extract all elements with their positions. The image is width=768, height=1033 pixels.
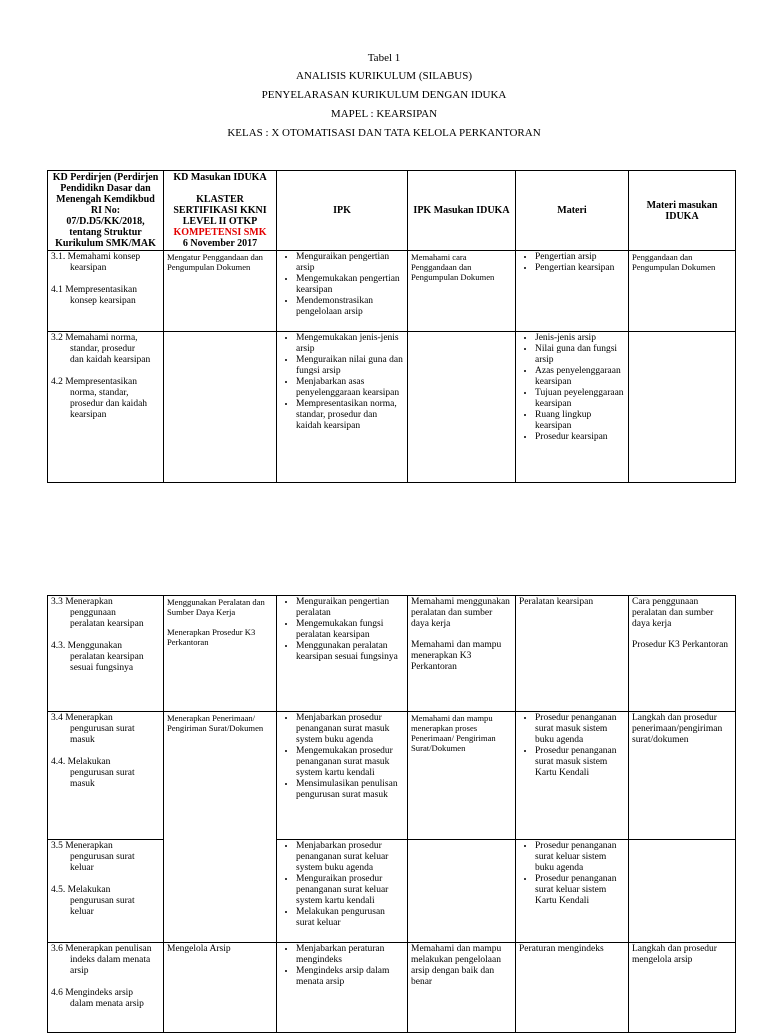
materi-iduka-cell: Langkah dan prosedur penerimaan/pengiriman surat/dokumen (629, 712, 736, 840)
materi-cell (516, 251, 629, 332)
table-row (48, 251, 736, 332)
materi-item: • Tujuan peyelenggaraan kearsipan (535, 388, 625, 410)
materi-cell (516, 332, 629, 483)
ipk-iduka-cell: Memahami dan mampu menerapkan proses Penerimaan/ Pengiriman Surat/Dokumen (408, 712, 516, 840)
curriculum-table-2 (47, 595, 736, 1033)
kd-line: norma, standar, (70, 388, 129, 398)
kd-line: indeks dalam menata (70, 955, 151, 965)
ipk-item: • Menguraikan nilai guna dan fungsi arsip (296, 355, 404, 377)
table-row (48, 596, 736, 712)
kd-iduka-title: KD Masukan IDUKA (173, 172, 267, 183)
materi-cell: Peraturan mengindeks (516, 943, 629, 1033)
kd-line: 3.6 Menerapkan penulisan (51, 944, 152, 954)
kompetensi-date: 6 November 2017 (182, 238, 258, 249)
col-header-materi: Materi (516, 171, 629, 251)
materi-item: • Azas penyelenggaraan kearsipan (535, 366, 625, 388)
kd-line: kearsipan (70, 410, 107, 420)
kd-line: peralatan kearsipan (70, 619, 144, 629)
kd-line: 4.5. Melakukan (51, 885, 111, 895)
kd-line: pengurusan surat (70, 852, 135, 862)
materi-iduka-cell: Penggandaan dan Pengumpulan Dokumen (629, 251, 736, 332)
col-header-ipk: IPK (277, 171, 408, 251)
ipk-item: • Menjabarkan prosedur penanganan surat keluar system buku agenda (296, 841, 404, 874)
kd-line: standar, prosedur (70, 344, 136, 354)
ipk-item: • Menguraikan prosedur penanganan surat keluar system kartu kendali (296, 874, 404, 907)
kd-cell (48, 943, 164, 1033)
ipk-item: • Mengindeks arsip dalam menata arsip (296, 966, 404, 988)
materi-cell: Peralatan kearsipan (516, 596, 629, 712)
kd-iduka-cell (164, 596, 277, 712)
curriculum-table-1 (47, 170, 736, 483)
ipk-iduka-cell (408, 596, 516, 712)
table-row (48, 943, 736, 1033)
col-header-kd-iduka (164, 171, 277, 251)
kd-iduka-line: Menggunakan Peralatan dan Sumber Daya Kerja (167, 597, 265, 617)
kd-line: konsep kearsipan (70, 296, 136, 306)
kd-iduka-cell: Mengelola Arsip (164, 943, 277, 1033)
ipk-cell (277, 712, 408, 840)
kd-line: pengurusan surat (70, 896, 135, 906)
materi-iduka-cell (629, 596, 736, 712)
ipk-iduka-cell: Memahami cara Penggandaan dan Pengumpulan Dokumen (408, 251, 516, 332)
ipk-item: • Menguraikan pengertian peralatan (296, 597, 404, 619)
ipk-cell (277, 251, 408, 332)
materi-item: • Pengertian arsip (535, 252, 625, 263)
ipk-iduka-cell: Memahami dan mampu melakukan pengelolaan arsip dengan baik dan benar (408, 943, 516, 1033)
kd-line: 3.4 Menerapkan (51, 713, 113, 723)
ipk-cell (277, 943, 408, 1033)
materi-item: • Prosedur penanganan surat keluar sistem buku agenda (535, 841, 625, 874)
ipk-iduka-line: Memahami menggunakan peralatan dan sumber daya kerja (411, 597, 510, 629)
kd-cell (48, 840, 164, 943)
kd-line: keluar (70, 863, 94, 873)
ipk-item: • Menguraikan pengertian arsip (296, 252, 404, 274)
col-header-ipk-iduka: IPK Masukan IDUKA (408, 171, 516, 251)
kd-line: dalam menata arsip (70, 999, 144, 1009)
mapel-line: MAPEL : KEARSIPAN (330, 108, 438, 120)
ipk-item: • Menjabarkan prosedur penanganan surat masuk system buku agenda (296, 713, 404, 746)
table-row (48, 840, 736, 943)
kd-line: peralatan kearsipan (70, 652, 144, 662)
kd-cell (48, 332, 164, 483)
kd-line: 3.3 Menerapkan (51, 597, 113, 607)
ipk-item: • Mempresentasikan norma, standar, prosedur dan kaidah kearsipan (296, 399, 404, 432)
ipk-item: • Menjabarkan peraturan mengindeks (296, 944, 404, 966)
kd-line: penggunaan (70, 608, 116, 618)
kd-line: 4.3. Menggunakan (51, 641, 122, 651)
table-row (48, 332, 736, 483)
kd-line: 3.1. Memahami konsep (51, 252, 141, 262)
ipk-item: • Mensimulasikan penulisan pengurusan surat masuk (296, 779, 404, 801)
ipk-cell (277, 596, 408, 712)
materi-item: • Ruang lingkup kearsipan (535, 410, 625, 432)
col-header-materi-iduka: Materi masukan IDUKA (629, 171, 736, 251)
materi-item: • Pengertian kearsipan (535, 263, 625, 274)
kompetensi-label: KOMPETENSI SMK (173, 227, 267, 238)
materi-cell (516, 712, 629, 840)
kd-line: keluar (70, 907, 94, 917)
document-subtitle: PENYELARASAN KURIKULUM DENGAN IDUKA (261, 89, 507, 101)
materi-item: • Prosedur penanganan surat masuk sistem Kartu Kendali (535, 746, 625, 779)
materi-item: • Jenis-jenis arsip (535, 333, 625, 344)
materi-item: • Prosedur penanganan surat keluar sistem Kartu Kendali (535, 874, 625, 907)
kd-line: prosedur dan kaidah (70, 399, 148, 409)
kd-line: 3.2 Memahami norma, (51, 333, 138, 343)
materi-item: • Prosedur kearsipan (535, 432, 625, 443)
kd-cell (48, 596, 164, 712)
materi-iduka-cell (629, 332, 736, 483)
table-row (48, 712, 736, 840)
ipk-item: • Menjabarkan asas penyelenggaraan kearsipan (296, 377, 404, 399)
ipk-iduka-cell (408, 840, 516, 943)
kd-line: 4.4. Melakukan (51, 757, 111, 767)
materi-iduka-line: Prosedur K3 Perkantoran (632, 640, 729, 650)
ipk-cell (277, 840, 408, 943)
ipk-item: • Mengemukakan prosedur penanganan surat masuk system kartu kendali (296, 746, 404, 779)
kd-iduka-cell: Menerapkan Penerimaan/ Pengiriman Surat/Dokumen (164, 712, 277, 943)
materi-item: • Prosedur penanganan surat masuk sistem buku agenda (535, 713, 625, 746)
kd-iduka-line: Menerapkan Prosedur K3 Perkantoran (167, 627, 256, 647)
kd-line: 4.2 Mempresentasikan (51, 377, 138, 387)
kelas-line: KELAS : X OTOMATISASI DAN TATA KELOLA PERKANTORAN (227, 127, 541, 139)
col-header-kd: KD Perdirjen (Perdirjen Pendidikn Dasar dan Menengah Kemdikbud RI No: 07/D.D5/KK/2018, tentang Struktur Kurikulum SMK/MAK (48, 171, 164, 251)
kd-line: arsip (70, 966, 89, 976)
materi-iduka-line: Cara penggunaan peralatan dan sumber daya kerja (632, 597, 714, 629)
materi-iduka-cell (629, 840, 736, 943)
materi-cell (516, 840, 629, 943)
ipk-item: • Mengemukakan fungsi peralatan kearsipan (296, 619, 404, 641)
klaster-label: KLASTER SERTIFIKASI KKNI LEVEL II OTKP (173, 194, 267, 227)
ipk-item: • Mengemukakan jenis-jenis arsip (296, 333, 404, 355)
document-title: ANALISIS KURIKULUM (SILABUS) (296, 70, 472, 82)
ipk-item: • Mendemonstrasikan pengelolaan arsip (296, 296, 404, 318)
ipk-iduka-line: Memahami dan mampu menerapkan K3 Perkantoran (411, 640, 502, 672)
kd-cell (48, 251, 164, 332)
kd-line: pengurusan surat (70, 768, 135, 778)
table-header-row (48, 171, 736, 251)
kd-line: masuk (70, 779, 95, 789)
materi-item: • Nilai guna dan fungsi arsip (535, 344, 625, 366)
kd-line: pengurusan surat (70, 724, 135, 734)
ipk-cell (277, 332, 408, 483)
ipk-item: • Melakukan pengurusan surat keluar (296, 907, 404, 929)
kd-line: sesuai fungsinya (70, 663, 134, 673)
kd-cell (48, 712, 164, 840)
materi-iduka-cell: Langkah dan prosedur mengelola arsip (629, 943, 736, 1033)
kd-line: 4.6 Mengindeks arsip (51, 988, 134, 998)
kd-line: 3.5 Menerapkan (51, 841, 113, 851)
table-caption: Tabel 1 (367, 52, 401, 64)
ipk-item: • Menggunakan peralatan kearsipan sesuai fungsinya (296, 641, 404, 663)
kd-line: masuk (70, 735, 95, 745)
kd-iduka-cell: Mengatur Penggandaan dan Pengumpulan Dokumen (164, 251, 277, 332)
ipk-iduka-cell (408, 332, 516, 483)
kd-line: dan kaidah kearsipan (70, 355, 151, 365)
kd-line: kearsipan (70, 263, 107, 273)
ipk-item: • Mengemukakan pengertian kearsipan (296, 274, 404, 296)
kd-line: 4.1 Mempresentasikan (51, 285, 138, 295)
kd-iduka-cell (164, 332, 277, 483)
